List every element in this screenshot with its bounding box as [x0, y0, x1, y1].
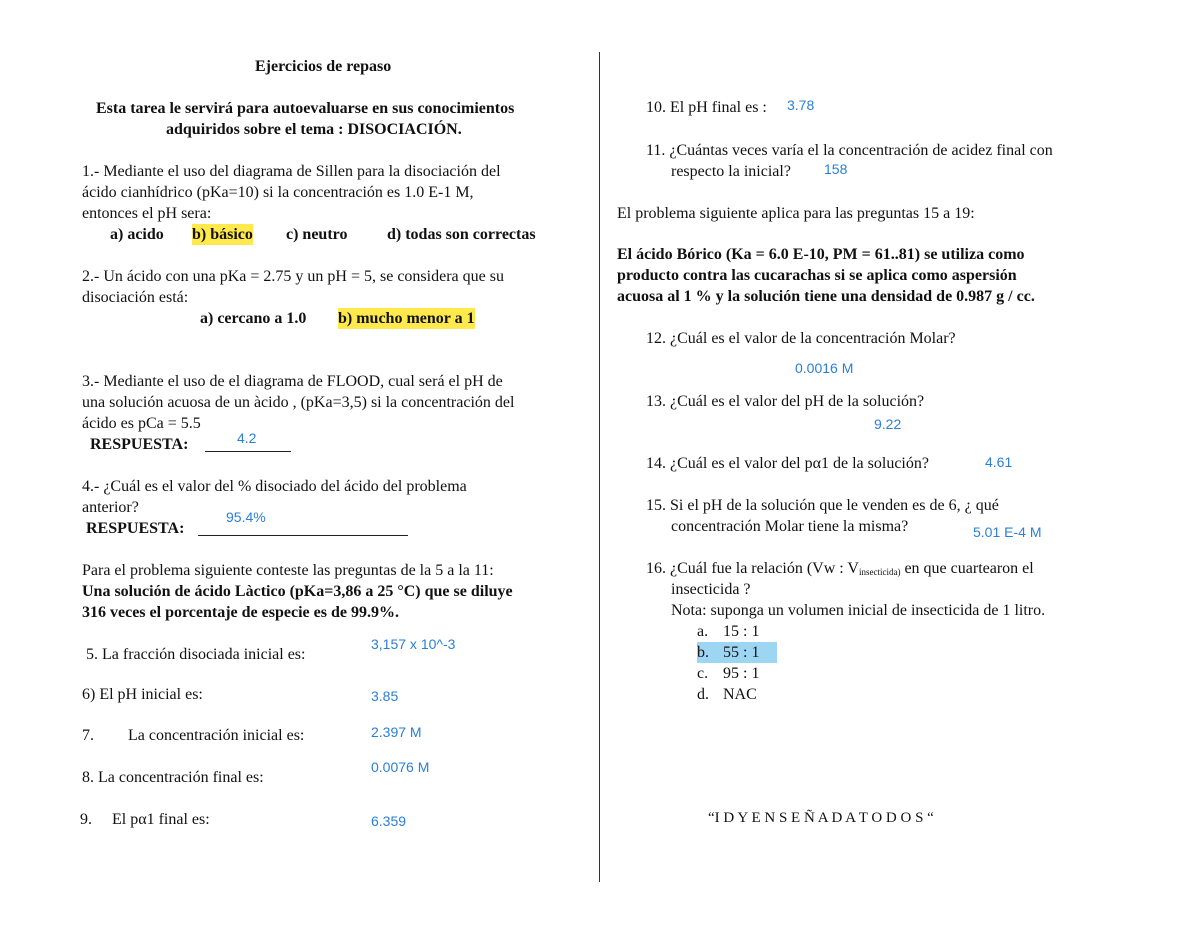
q1-line-2: ácido cianhídrico (pKa=10) si la concentración es 1.0 E-1 M, [82, 184, 474, 201]
q15-line-2: concentración Molar tiene la misma? [671, 518, 909, 535]
q1-line-3: entonces el pH sera: [82, 205, 212, 222]
q16-option-c [697, 663, 759, 684]
problem-line-2: Una solución de ácido Làctico (pKa=3,86 a 25 °C) que se diluye [82, 583, 513, 600]
q5-text: 5. La fracción disociada inicial es: [86, 646, 306, 663]
q15-line-1: 15. Si el pH de la solución que le venden es de 6, ¿ qué [646, 497, 999, 514]
q1-option-a: a) acido [110, 226, 164, 243]
q11-line-2: respecto la inicial? [671, 163, 791, 180]
q10-text: 10. El pH final es : [646, 99, 767, 116]
q2-option-a: a) cercano a 1.0 [200, 310, 307, 327]
problem2-line-3: acuosa al 1 % y la solución tiene una densidad de 0.987 g / cc. [617, 288, 1035, 305]
q3-answer: 4.2 [237, 430, 257, 446]
q15-answer: 5.01 E-4 M [973, 524, 1042, 540]
q13-text: 13. ¿Cuál es el valor del pH de la solución? [646, 393, 925, 410]
q4-response-label: RESPUESTA: [86, 520, 185, 537]
q2-line-2: disociación está: [82, 289, 189, 306]
q7-text: La concentración inicial es: [128, 727, 305, 744]
q16-option-d-value: NAC [723, 686, 757, 703]
q2-line-1: 2.- Un ácido con una pKa = 2.75 y un pH = 5, se considera que su [82, 268, 504, 285]
q3-answer-line [205, 451, 291, 452]
q16-option-a [697, 621, 759, 642]
q7-number: 7. [82, 727, 94, 744]
q4-line-2: anterior? [82, 499, 139, 516]
q3-line-1: 3.- Mediante el uso de el diagrama de FLOOD, cual será el pH de [82, 373, 503, 390]
problem2-line-1: El ácido Bórico (Ka = 6.0 E-10, PM = 61..81) se utiliza como [617, 246, 1025, 263]
q9-answer: 6.359 [371, 813, 407, 829]
q16-option-d [697, 684, 757, 705]
q8-answer: 0.0076 M [371, 759, 430, 775]
q13-answer: 9.22 [874, 416, 902, 432]
q16-option-a-value: 15 : 1 [723, 623, 760, 640]
q16-option-b-letter: b. [697, 644, 709, 661]
q6-text: 6) El pH inicial es: [82, 686, 203, 703]
q8-text: 8. La concentración final es: [82, 769, 264, 786]
column-divider [599, 52, 600, 882]
q10-answer: 3.78 [787, 97, 815, 113]
q16-option-c-value: 95 : 1 [723, 665, 760, 682]
q11-line-1: 11. ¿Cuántas veces varía el la concentración de acidez final con [646, 142, 1053, 159]
q11-answer: 158 [824, 161, 848, 177]
q4-line-1: 4.- ¿Cuál es el valor del % disociado del ácido del problema [82, 478, 467, 495]
q9-number: 9. [80, 811, 92, 828]
q16-option-b-value: 55 : 1 [723, 644, 760, 661]
motto: “I D Y E N S E Ñ A D A T O D O S “ [708, 810, 934, 826]
q14-text: 14. ¿Cuál es el valor del pα1 de la solución? [646, 455, 929, 472]
q16-subscript: insecticida) [858, 567, 901, 577]
q16-option-b [697, 642, 777, 663]
intro-line-2: adquiridos sobre el tema : DISOCIACIÓN. [166, 121, 462, 138]
q2-option-b: b) mucho menor a 1 [338, 310, 475, 327]
q16-line-2: insecticida ? [671, 581, 751, 598]
q1-option-c: c) neutro [286, 226, 348, 243]
q16-option-d-letter: d. [697, 686, 709, 703]
q1-option-b: b) básico [192, 226, 253, 243]
q16-option-a-letter: a. [697, 623, 709, 640]
q9-text: El pα1 final es: [112, 811, 210, 828]
q14-answer: 4.61 [985, 454, 1013, 470]
problem2-intro: El problema siguiente aplica para las preguntas 15 a 19: [617, 205, 975, 222]
page-title: Ejercicios de repaso [255, 58, 392, 75]
intro-line-1: Esta tarea le servirá para autoevaluarse en sus conocimientos [96, 100, 515, 117]
q1-line-1: 1.- Mediante el uso del diagrama de Sillen para la disociación del [82, 163, 501, 180]
q12-answer: 0.0016 M [795, 360, 854, 376]
q6-answer: 3.85 [371, 688, 399, 704]
q16-line-1-pre: 16. ¿Cuál fue la relación (Vw : V [646, 560, 859, 577]
problem-line-3: 316 veces el porcentaje de especie es de 99.9%. [82, 604, 399, 621]
q3-line-2: una solución acuosa de un àcido , (pKa=3,5) si la concentración del [82, 394, 515, 411]
q3-line-3: ácido es pCa = 5.5 [82, 415, 201, 432]
q16-line-3: Nota: suponga un volumen inicial de insecticida de 1 litro. [671, 602, 1046, 619]
q16-line-1-post: en que cuartearon el [900, 560, 1034, 577]
q3-response-label: RESPUESTA: [90, 436, 189, 453]
q12-text: 12. ¿Cuál es el valor de la concentración Molar? [646, 330, 956, 347]
q1-option-d: d) todas son correctas [387, 226, 536, 243]
q4-answer: 95.4% [226, 509, 266, 525]
q16-option-c-letter: c. [697, 665, 709, 682]
q5-answer: 3,157 x 10^-3 [371, 636, 456, 652]
problem-line-1: Para el problema siguiente conteste las preguntas de la 5 a la 11: [82, 562, 494, 579]
problem2-line-2: producto contra las cucarachas si se aplica como aspersión [617, 267, 1017, 284]
q4-answer-line [198, 535, 408, 536]
q7-answer: 2.397 M [371, 724, 422, 740]
